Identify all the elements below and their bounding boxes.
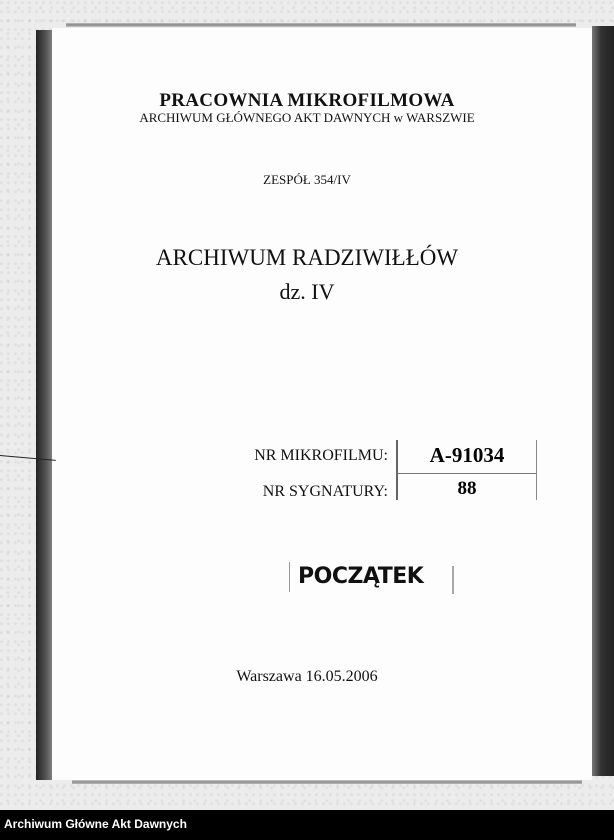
start-stamp: POCZĄTEK <box>298 564 424 589</box>
collection-title: ARCHIWUM RADZIWIŁŁÓW <box>155 245 459 270</box>
microfilm-value: A-91034 <box>429 443 505 467</box>
microfilm-label: NR MIKROFILMU: <box>254 447 388 464</box>
signature-label: NR SYGNATURY: <box>262 483 388 500</box>
footer-label: Archiwum Główne Akt Dawnych <box>4 817 187 831</box>
film-edge-right <box>592 26 614 776</box>
footer-bar <box>0 810 614 840</box>
stamp-edge-left <box>289 562 290 592</box>
signature-value: 88 <box>457 478 477 499</box>
collection-section: dz. IV <box>279 279 335 304</box>
place-date: Warszawa 16.05.2006 <box>236 668 378 685</box>
page-top-edge <box>66 23 576 27</box>
page-bottom-edge <box>72 780 582 784</box>
stamp-edge-right <box>452 566 454 594</box>
header-subtitle: ARCHIWUM GŁÓWNEGO AKT DAWNYCH w WARSZWIE <box>139 110 475 125</box>
number-box <box>396 440 537 500</box>
fonds-number: ZESPÓŁ 354/IV <box>263 172 351 187</box>
box-divider <box>398 473 536 474</box>
header-title: PRACOWNIA MIKROFILMOWA <box>159 90 455 111</box>
